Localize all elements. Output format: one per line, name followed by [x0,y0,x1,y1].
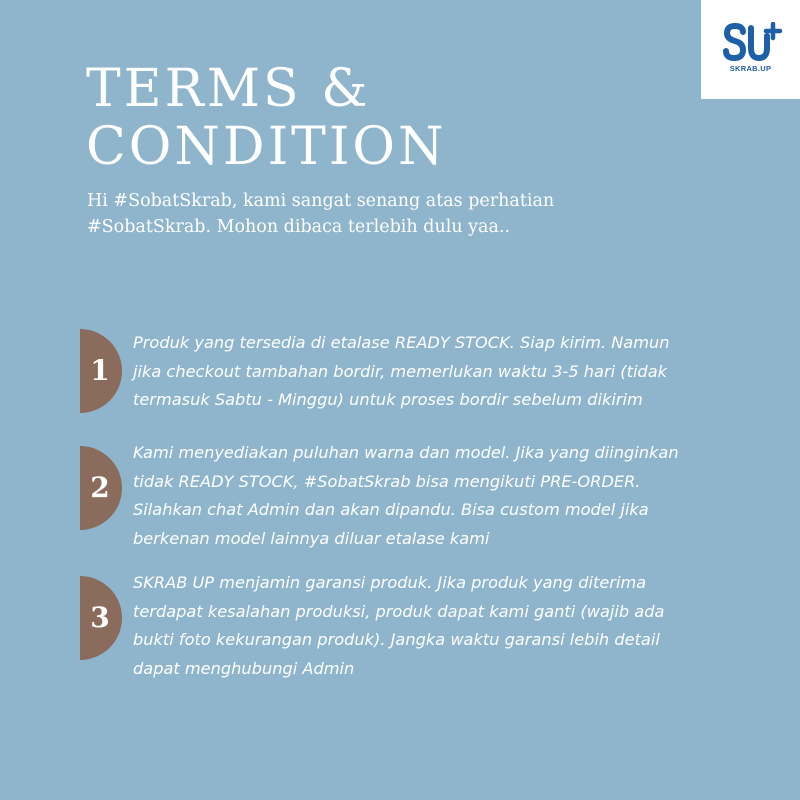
term-text [133,569,753,683]
term-line: tidak READY STOCK, #SobatSkrab bisa mengikuti PRE-ORDER. [133,471,641,491]
term-line: SKRAB UP menjamin garansi produk. Jika produk yang diterima [133,573,647,592]
term-text [133,329,753,415]
term-number: 1 [90,354,110,387]
term-line: termasuk Sabtu - Minggu) untuk proses bordir sebelum dikirim [133,390,643,409]
term-number-badge [80,576,122,660]
brand-name: SKRAB.UP [729,64,772,73]
intro-text [87,188,707,240]
term-line: bukti foto kekurangan produk). Jangka waktu garansi lebih detail [133,630,660,649]
term-line: Silahkan chat Admin dan akan dipandu. Bisa custom model jika [133,500,649,519]
brand-logo [701,0,800,99]
intro-line: Hi #SobatSkrab, kami sangat senang atas perhatian [87,191,555,211]
term-line: dapat menghubungi Admin [133,658,355,678]
term-line: Produk yang tersedia di etalase READY STOCK. Siap kirim. Namun [133,333,670,352]
term-line: berkenan model lainnya diluar etalase kami [133,528,490,548]
title-line: TERMS & [86,59,371,119]
term-number: 3 [90,601,110,634]
term-number-badge [80,329,122,413]
skrab-up-logo-icon [723,22,783,62]
title-line: CONDITION [86,117,447,177]
term-line: terdapat kesalahan produksi, produk dapat kami ganti (wajib ada [133,601,665,621]
term-text [133,439,753,553]
term-line: jika checkout tambahan bordir, memerlukan waktu 3-5 hari (tidak [133,361,668,381]
intro-line: #SobatSkrab. Mohon dibaca terlebih dulu yaa.. [87,217,511,237]
term-line: Kami menyediakan puluhan warna dan model. Jika yang diinginkan [133,443,679,462]
page-title [86,60,447,176]
term-number: 2 [90,471,110,504]
term-number-badge [80,446,122,530]
